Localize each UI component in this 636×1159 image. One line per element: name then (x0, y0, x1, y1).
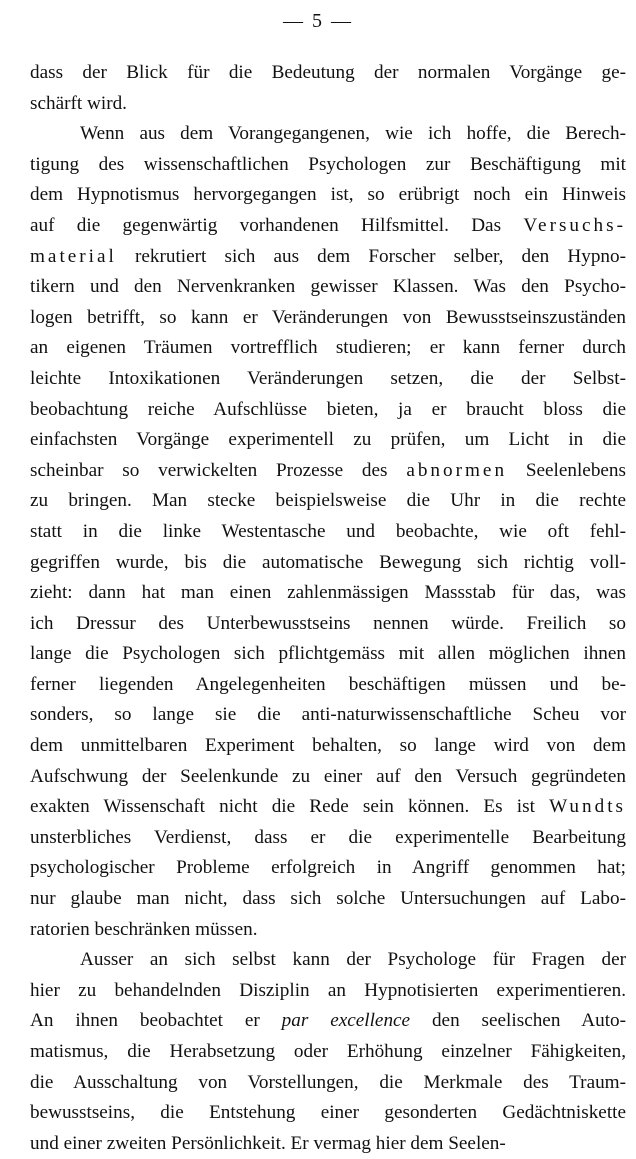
text-line (30, 609, 626, 640)
text-segment: zu bringen. Man stecke beispielsweise die Uhr in die rechte (30, 490, 626, 512)
text-line (30, 58, 626, 89)
text-line (30, 1068, 626, 1099)
text-line (30, 548, 626, 579)
text-line (30, 700, 626, 731)
text-line (30, 303, 626, 334)
text-segment: Ausser an sich selbst kann der Psychologe für Fragen der (80, 949, 626, 971)
text-segment: exakten Wissenschaft nicht die Rede sein können. Es ist (30, 796, 550, 818)
text-segment: ich Dressur des Unterbewusstseins nennen würde. Freilich so (30, 612, 626, 634)
text-line (30, 945, 626, 976)
text-segment: ferner liegenden Angelegenheiten beschäftigen müssen und be- (30, 673, 626, 695)
text-segment: schärft wird. (30, 92, 127, 114)
emphasized-text: Versuchs- (523, 214, 626, 236)
text-segment: unsterbliches Verdienst, dass er die experimentelle Bearbeitung (30, 826, 626, 848)
text-line (30, 89, 626, 120)
page-number: — 5 — (283, 10, 353, 32)
text-line (30, 395, 626, 426)
paragraph (30, 945, 626, 1159)
text-segment: beobachtung reiche Aufschlüsse bieten, ja er braucht bloss die (30, 398, 626, 420)
text-segment: dem unmittelbaren Experiment behalten, so lange wird von dem (30, 735, 626, 757)
text-line (30, 211, 626, 242)
text-line (30, 242, 626, 273)
text-segment: logen betrifft, so kann er Veränderungen von Bewusstseinszuständen (30, 306, 626, 328)
text-line (30, 180, 626, 211)
text-line (30, 762, 626, 793)
text-segment: einfachsten Vorgänge experimentell zu prüfen, um Licht in die (30, 429, 626, 451)
text-line (30, 486, 626, 517)
text-segment: tikern und den Nervenkranken gewisser Klassen. Was den Psycho- (30, 276, 626, 298)
text-segment: ratorien beschränken müssen. (30, 918, 258, 940)
text-segment: Aufschwung der Seelenkunde zu einer auf den Versuch gegründeten (30, 765, 626, 787)
text-segment: statt in die linke Westentasche und beobachte, wie oft fehl- (30, 520, 626, 542)
text-line (30, 578, 626, 609)
emphasized-text: par excellence (281, 1010, 411, 1032)
text-line (30, 1006, 626, 1037)
text-line (30, 364, 626, 395)
text-segment: rekrutiert sich aus dem Forscher selber, den Hypno- (116, 245, 626, 267)
text-segment: bewusstseins, die Entstehung einer gesonderten Gedächtniskette (30, 1102, 626, 1124)
text-segment: zieht: dann hat man einen zahlenmässigen Massstab für das, was (30, 582, 626, 604)
body-text (30, 58, 626, 1159)
text-line (30, 915, 626, 946)
text-line (30, 517, 626, 548)
text-segment: An ihnen beobachtet er (30, 1010, 282, 1032)
text-segment: hier zu behandelnden Disziplin an Hypnotisierten experimentieren. (30, 979, 626, 1001)
text-segment: den seelischen Auto- (410, 1010, 626, 1032)
text-line (30, 1098, 626, 1129)
text-line (30, 456, 626, 487)
text-line (30, 119, 626, 150)
text-line (30, 1129, 626, 1159)
text-segment: und einer zweiten Persönlichkeit. Er vermag hier dem Seelen- (30, 1132, 506, 1154)
emphasized-text: abnormen (406, 459, 508, 481)
text-segment: dem Hypnotismus hervorgegangen ist, so erübrigt noch ein Hinweis (30, 184, 626, 206)
paragraph (30, 58, 626, 119)
text-segment: matismus, die Herabsetzung oder Erhöhung einzelner Fähigkeiten, (30, 1041, 626, 1062)
text-line (30, 639, 626, 670)
text-line (30, 425, 626, 456)
text-line (30, 731, 626, 762)
text-line (30, 333, 626, 364)
text-segment: Seelenlebens (507, 459, 626, 481)
text-segment: dass der Blick für die Bedeutung der normalen Vorgänge ge- (30, 62, 626, 83)
text-segment: psychologischer Probleme erfolgreich in Angriff genommen hat; (30, 857, 626, 879)
paragraph (30, 119, 626, 945)
text-segment: lange die Psychologen sich pflichtgemäss mit allen möglichen ihnen (30, 643, 626, 665)
text-line (30, 823, 626, 854)
text-segment: die Ausschaltung von Vorstellungen, die Merkmale des Traum- (30, 1071, 626, 1093)
text-segment: scheinbar so verwickelten Prozesse des (30, 459, 407, 481)
text-line (30, 792, 626, 823)
text-line (30, 884, 626, 915)
emphasized-text: Wundts (549, 796, 626, 818)
text-line (30, 853, 626, 884)
emphasized-text: material (30, 245, 117, 267)
text-line (30, 150, 626, 181)
text-segment: auf die gegenwärtig vorhandenen Hilfsmittel. Das (30, 214, 524, 236)
text-segment: gegriffen wurde, bis die automatische Bewegung sich richtig voll- (30, 551, 626, 573)
text-line (30, 1037, 626, 1068)
text-line (30, 670, 626, 701)
text-segment: tigung des wissenschaftlichen Psychologen zur Beschäftigung mit (30, 153, 626, 175)
text-segment: leichte Intoxikationen Veränderungen setzen, die der Selbst- (30, 367, 626, 389)
text-segment: sonders, so lange sie die anti-naturwissenschaftliche Scheu vor (30, 704, 626, 726)
text-segment: Wenn aus dem Vorangegangenen, wie ich hoffe, die Berech- (80, 123, 626, 145)
text-line (30, 272, 626, 303)
text-segment: an eigenen Träumen vortrefflich studieren; er kann ferner durch (30, 337, 626, 359)
text-line (30, 976, 626, 1007)
text-segment: nur glaube man nicht, dass sich solche Untersuchungen auf Labo- (30, 888, 626, 910)
